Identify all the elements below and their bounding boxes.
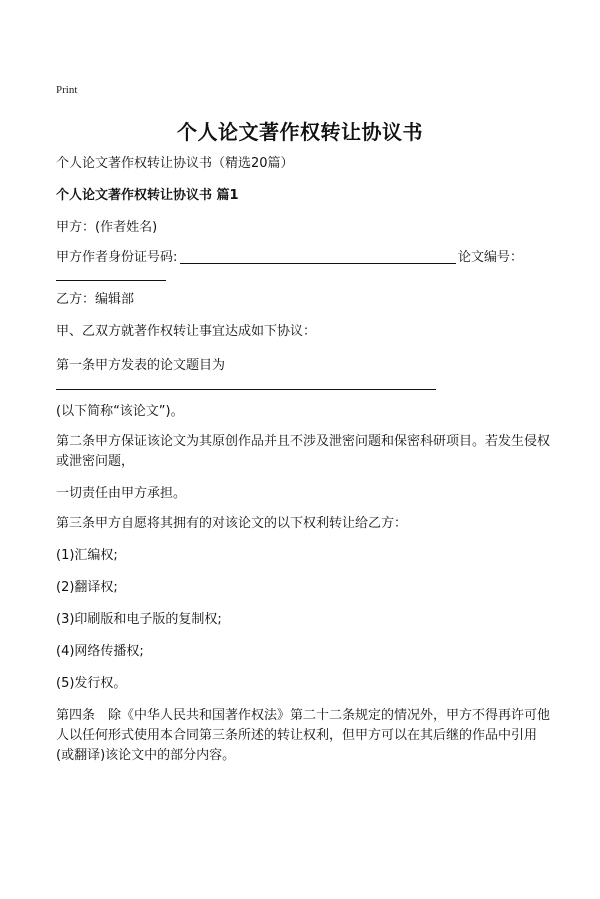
- page-title: 个人论文著作权转让协议书: [177, 120, 423, 144]
- party-a-id-label: 甲方作者身份证号码:: [56, 250, 178, 265]
- agreement-intro: 甲、乙双方就著作权转让事宜达成如下协议：: [56, 324, 317, 339]
- subtitle: 个人论文著作权转让协议书（精选20篇）: [56, 156, 294, 171]
- right-item: (4)网络传播权;: [56, 644, 144, 659]
- right-item: (3)印刷版和电子版的复制权;: [56, 612, 222, 627]
- article-4: 第四条 除《中华人民共和国著作权法》第二十二条规定的情况外，甲方不得再许可他人以任何形式使用本合同第三条所述的转让权利，但甲方可以在其后继的作品中引用(或翻译)该论文中的部分内容。: [56, 708, 551, 763]
- article-1: 第一条甲方发表的论文题目为: [56, 358, 226, 373]
- party-a-line: 甲方：(作者姓名): [56, 220, 158, 235]
- article-1-note: (以下简称“该论文”)。: [56, 404, 184, 419]
- article-3: 第三条甲方自愿将其拥有的对该论文的以下权利转让给乙方：: [56, 516, 408, 531]
- section-heading: 个人论文著作权转让协议书 篇1: [56, 188, 239, 203]
- paper-title-blank: [56, 389, 436, 390]
- right-item: (2)翻译权;: [56, 580, 118, 595]
- party-b-line: 乙方：编辑部: [56, 292, 135, 307]
- paper-number-blank: [56, 280, 166, 281]
- right-item: (5)发行权。: [56, 676, 127, 691]
- id-number-blank: [180, 263, 456, 264]
- article-2-continued: 一切责任由甲方承担。: [56, 486, 187, 501]
- right-item: (1)汇编权;: [56, 548, 118, 563]
- print-label: Print: [56, 84, 78, 96]
- paper-number-label: 论文编号：: [458, 250, 524, 265]
- article-2: 第二条甲方保证该论文为其原创作品并且不涉及泄密问题和保密科研项目。若发生侵权或泄密问题，: [56, 434, 551, 469]
